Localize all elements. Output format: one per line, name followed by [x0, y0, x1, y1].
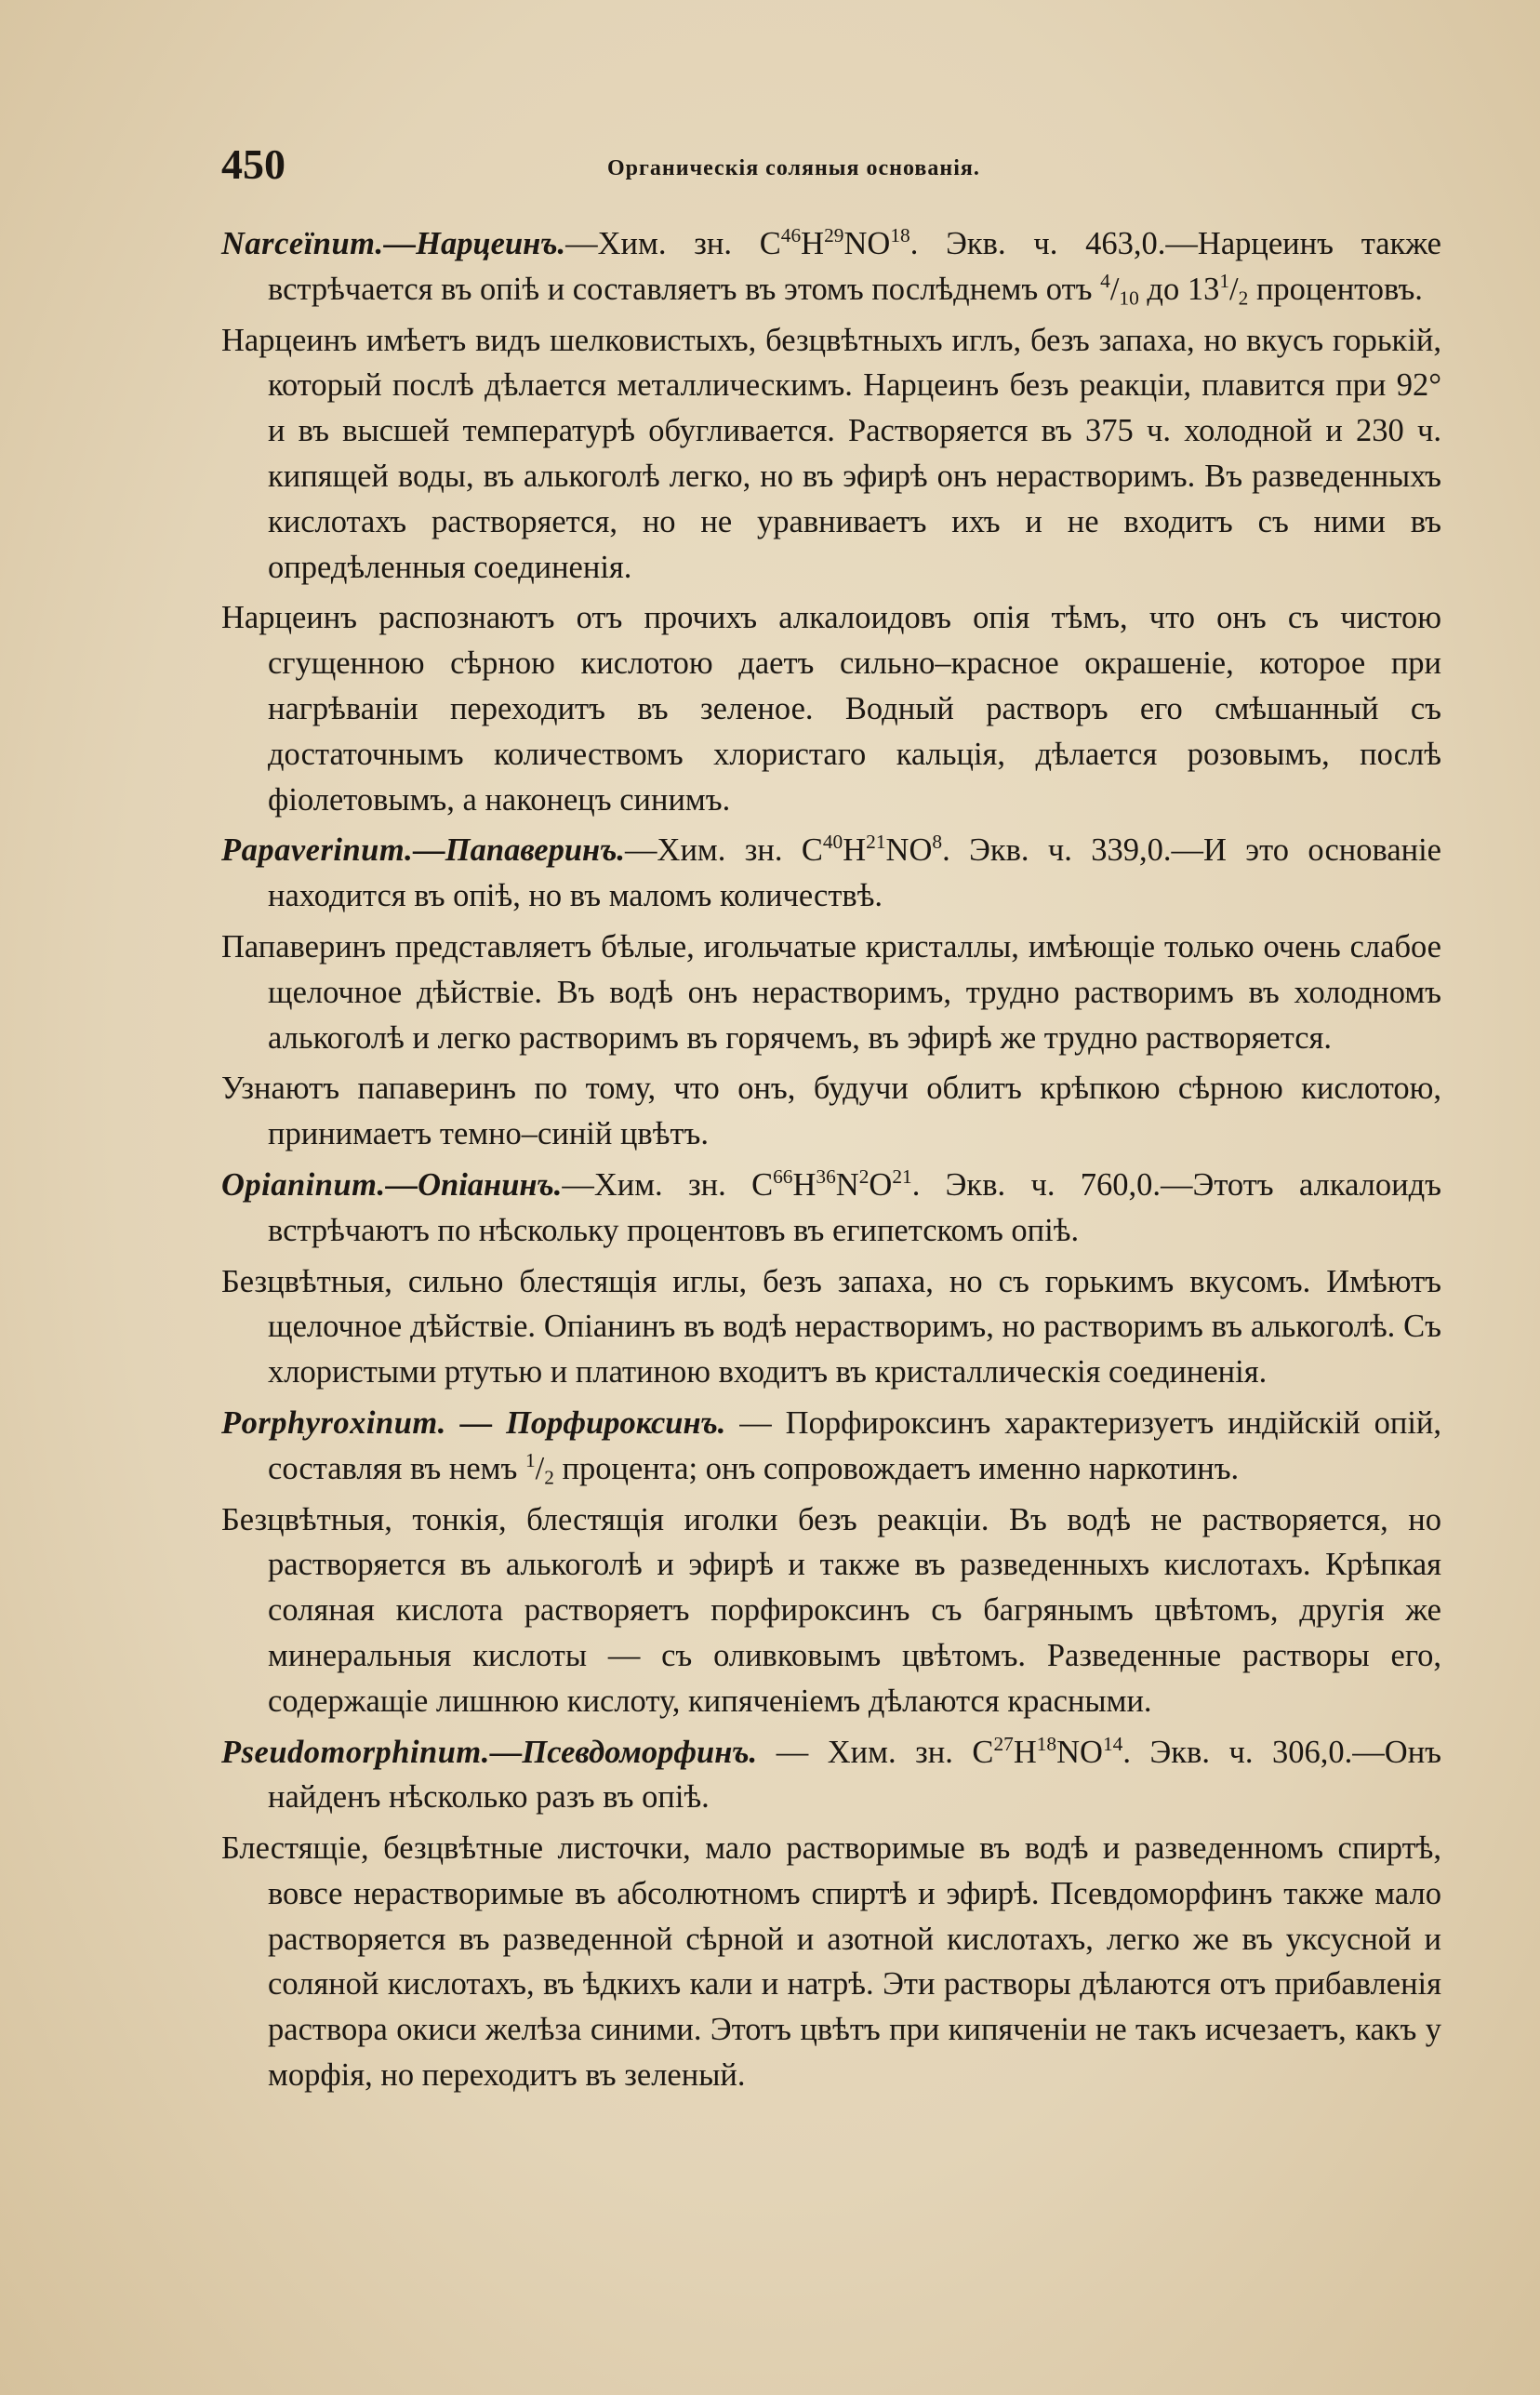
- subscript: 46: [780, 223, 802, 246]
- paragraph: Безцвѣтныя, сильно блестящія иглы, безъ запаха, но съ горькимъ вкусомъ. Имѣютъ щелочное дѣйствіе. Опіанинъ въ водѣ нерастворимъ, но растворимъ въ алькоголѣ. Съ хлористыми ртутью и платиною входитъ въ кристаллическія соединенія.: [221, 1263, 1441, 1390]
- subscript: 18: [890, 223, 910, 246]
- latin-name: Papaverinum.: [221, 832, 414, 869]
- page-number: 450: [221, 140, 285, 188]
- russian-name: Опіанинъ.: [418, 1166, 563, 1203]
- subscript: 2: [858, 1164, 870, 1188]
- russian-name: Нарцеинъ.: [416, 226, 566, 261]
- latin-name: Pseudomorphinum.: [221, 1734, 490, 1770]
- paragraph: Блестящіе, безцвѣтные листочки, мало растворимые въ водѣ и разведенномъ спиртѣ, вовсе нерастворимые въ абсолютномъ спиртѣ и эфирѣ. Псевдоморфинъ также мало растворяется въ разведенной сѣрной и азотной кислотахъ, легко же въ уксусной и соляной кислотахъ, въ ѣдкихъ кали и натрѣ. Эти растворы дѣлаются отъ прибавленія раствора окиси желѣза синими. Этотъ цвѣтъ при кипяченіи не такъ исчезаетъ, какъ у морфія, но переходитъ въ зеленый.: [221, 1830, 1441, 2094]
- running-head: [221, 140, 1430, 195]
- entry-text: процента; онъ сопровождаетъ именно наркотинъ.: [553, 1450, 1240, 1486]
- fraction-denominator: 2: [1238, 286, 1249, 310]
- formula-text: N: [835, 1166, 859, 1203]
- latin-name: Opianinum.: [221, 1166, 386, 1203]
- subscript: 29: [824, 223, 844, 246]
- latin-name: Narceïnum.: [221, 226, 384, 261]
- subscript: 14: [1102, 1732, 1123, 1755]
- formula-text: — Хим. зн. C: [757, 1734, 994, 1770]
- subscript: 18: [1036, 1732, 1057, 1755]
- entry-pseudomorphine: [221, 1730, 1441, 1821]
- entry-text: . Экв. ч. 463,0.—Нарцеинъ также встрѣчается въ опіѣ и составляетъ въ этомъ послѣднемъ отъ: [268, 226, 1441, 307]
- running-title: Органическія соляныя основанія.: [607, 156, 980, 180]
- fraction-numerator: 4: [1100, 269, 1110, 292]
- entry-opianine: [221, 1163, 1441, 1254]
- dash: —: [489, 1734, 523, 1770]
- entry-text: . Экв. ч. 306,0.—Онъ найденъ нѣсколько разъ въ опіѣ.: [268, 1734, 1441, 1816]
- entry-text: . Экв. ч. 339,0.—И это основаніе находится въ опіѣ, но въ маломъ количествѣ.: [268, 832, 1442, 914]
- fraction-numerator: 1: [524, 1448, 536, 1471]
- paragraph: Нарцеинъ распознаютъ отъ прочихъ алкалоидовъ опія тѣмъ, что онъ съ чистою сгущенною сѣрною кислотою даетъ сильно–красное окрашеніе, которое при нагрѣваніи переходитъ въ зеленое. Водный растворъ его смѣшанный съ достаточнымъ количествомъ хлористаго кальція, дѣлается розовымъ, послѣ фіолетовымъ, а наконецъ синимъ.: [221, 600, 1441, 818]
- formula-text: NO: [885, 832, 933, 869]
- paragraph: Папаверинъ представляетъ бѣлые, игольчатые кристаллы, имѣющіе только очень слабое щелочное дѣйствіе. Въ водѣ онъ нерастворимъ, трудно растворимъ въ холодномъ алькоголѣ и легко растворимъ въ горячемъ, въ эфирѣ же трудно растворяется.: [221, 928, 1441, 1056]
- formula-text: H: [843, 832, 867, 869]
- paragraph: Узнаютъ папаверинъ по тому, что онъ, будучи облитъ крѣпкою сѣрною кислотою, принимаетъ темно–синій цвѣтъ.: [221, 1071, 1441, 1152]
- paragraph: Нарцеинъ имѣетъ видъ шелковистыхъ, безцвѣтныхъ иглъ, безъ запаха, но вкусъ горькій, который послѣ дѣлается металлическимъ. Нарцеинъ безъ реакціи, плавится при 92° и въ высшей температурѣ обугливается. Растворяется въ 375 ч. холодной и 230 ч. кипящей воды, въ алькоголѣ легко, но въ эфирѣ онъ нерастворимъ. Въ разведенныхъ кислотахъ растворяется, но не уравниваетъ ихъ и не входитъ съ ними въ опредѣленныя соединенія.: [221, 322, 1441, 585]
- formula-text: NO: [843, 226, 891, 261]
- latin-name: Porphyroxinum.: [221, 1404, 446, 1441]
- dash: —: [383, 226, 417, 261]
- entry-text: процентовъ.: [1248, 271, 1423, 307]
- formula-text: H: [1013, 1734, 1037, 1770]
- subscript: 21: [866, 831, 886, 854]
- body-text: [221, 221, 1441, 2104]
- entry-narceine: Narceïnum.—Нарцеинъ.—Хим. зн. $C^{46}H^{29}NO^{18}$. Экв. ч. 463,0.—Нарцеинъ также встрѣчается въ опіѣ и составляетъ въ этомъ послѣднемъ отъ $^4/_{10}$ до $13^1/_2$ процентовъ.: [221, 223, 1441, 310]
- subscript: 40: [822, 831, 843, 854]
- entry-text: — Порфироксинъ характеризуетъ индійскій опій, составляя въ немъ: [268, 1404, 1441, 1486]
- entry-text: . Экв. ч. 760,0.—Этотъ алкалоидъ встрѣчаютъ по нѣскольку процентовъ въ египетскомъ опіѣ.: [268, 1166, 1442, 1248]
- russian-name: Псевдоморфинъ.: [522, 1734, 758, 1770]
- subscript: 36: [816, 1164, 836, 1188]
- entry-papaverine: [221, 828, 1441, 919]
- dash: —: [385, 1166, 418, 1203]
- fraction-numerator: 1: [1219, 269, 1230, 292]
- formula-text: O: [869, 1166, 893, 1203]
- subscript: 21: [892, 1164, 912, 1188]
- russian-name: Папаверинъ.: [445, 832, 626, 869]
- fraction-denominator: 2: [544, 1466, 554, 1489]
- formula-text: H: [792, 1166, 816, 1203]
- formula-text: —Хим. зн. C: [565, 226, 781, 261]
- entry-porphyroxine: Porphyroxinum. — Порфироксинъ. — Порфироксинъ характеризуетъ индійскій опій, составляя въ немъ $^1/_2$ процента; онъ сопровождаетъ именно наркотинъ.: [221, 1404, 1441, 1489]
- formula-text: —Хим. зн. C: [562, 1166, 774, 1203]
- fraction-denominator: 10: [1119, 286, 1139, 310]
- subscript: 27: [993, 1732, 1014, 1755]
- dash: —: [445, 1404, 507, 1441]
- formula-text: —Хим. зн. C: [625, 832, 823, 869]
- entry-text: до 13: [1138, 271, 1220, 307]
- paragraph: Безцвѣтныя, тонкія, блестящія иголки безъ реакціи. Въ водѣ не растворяется, но растворяется въ алькоголѣ и эфирѣ и также въ разведенныхъ кислотахъ. Крѣпкая соляная кислота растворяетъ порфироксинъ съ багрянымъ цвѣтомъ, другія же минеральныя кислоты — съ оливковымъ цвѣтомъ. Разведенные растворы его, содержащіе лишнюю кислоту, кипяченіемъ дѣлаются красными.: [221, 1501, 1441, 1719]
- dash: —: [413, 832, 445, 869]
- russian-name: Порфироксинъ.: [506, 1404, 726, 1441]
- formula-text: H: [801, 226, 825, 261]
- subscript: 66: [773, 1164, 793, 1188]
- formula-text: NO: [1056, 1734, 1103, 1770]
- subscript: 8: [932, 831, 943, 854]
